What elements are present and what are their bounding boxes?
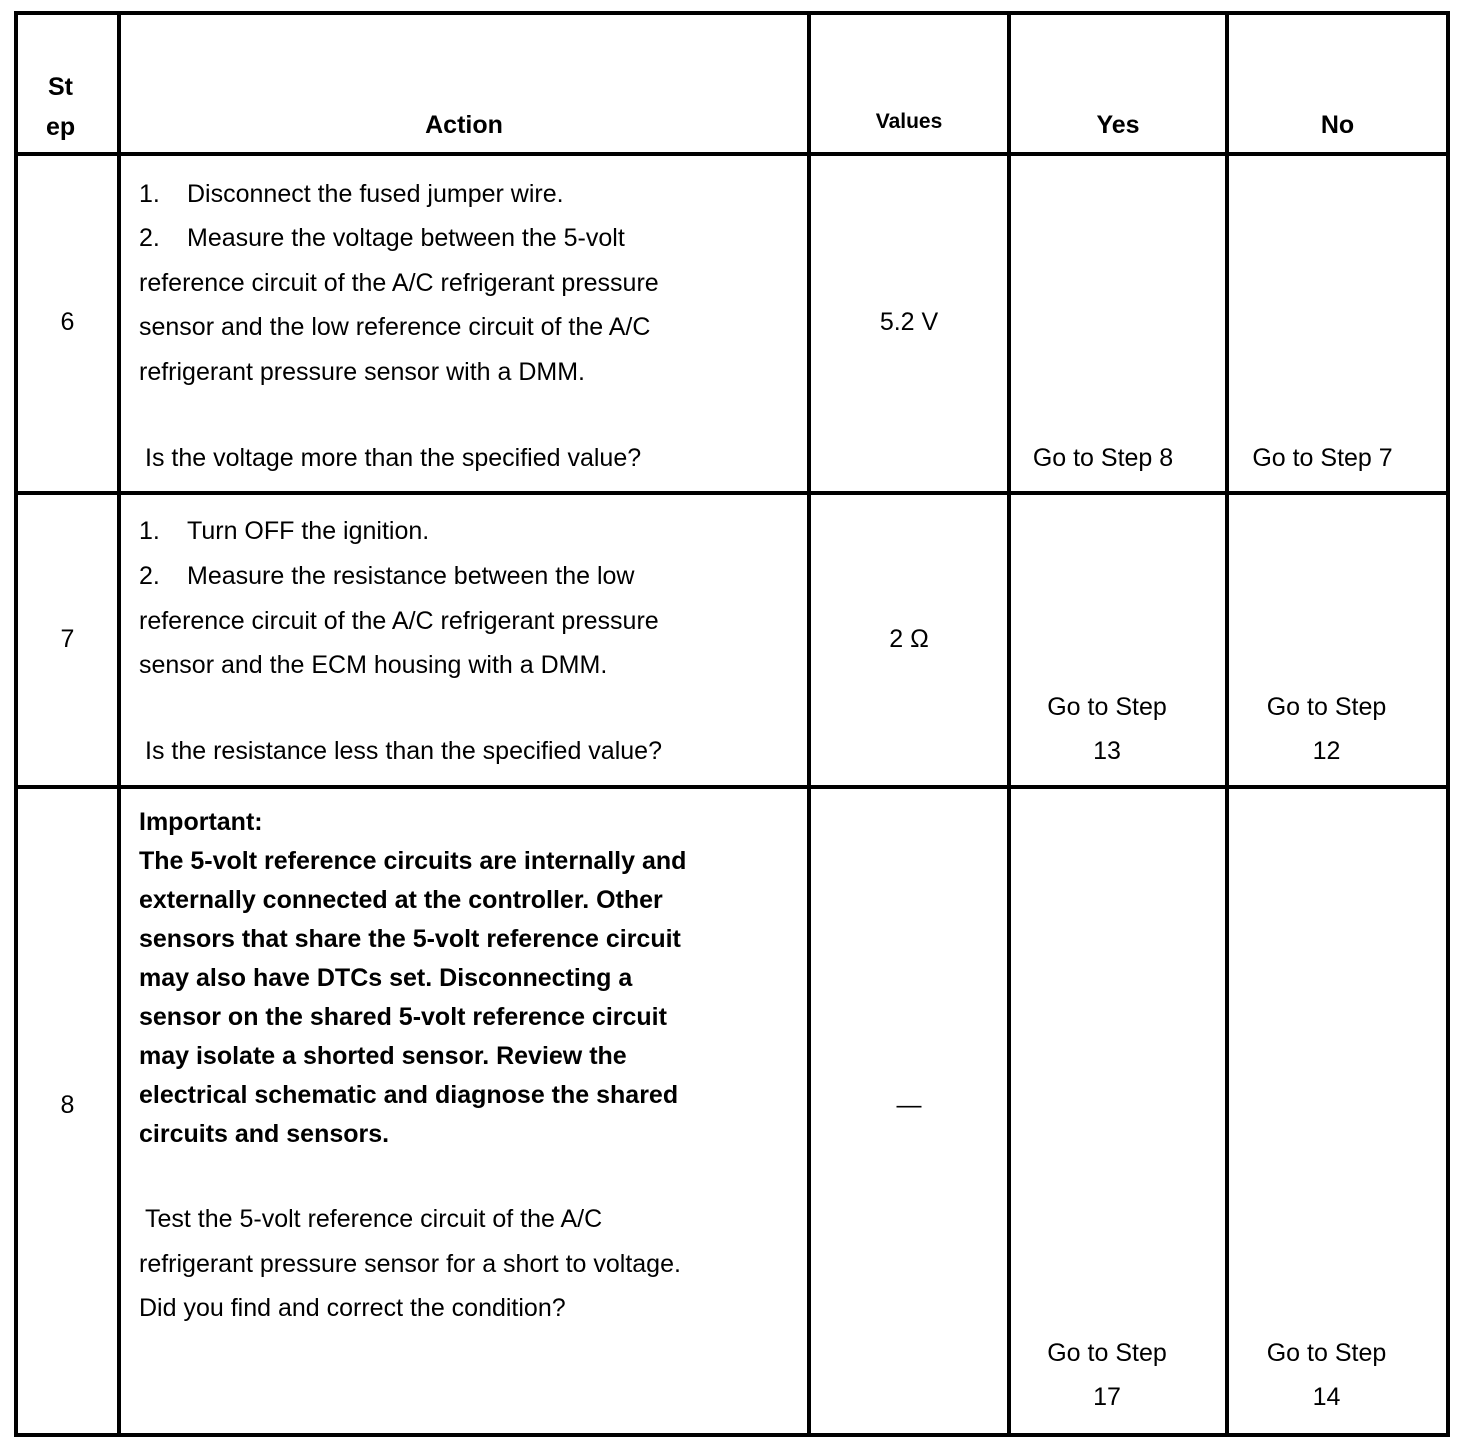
table-row-step-6 bbox=[16, 154, 1448, 493]
header-yes-label: Yes bbox=[1096, 111, 1140, 139]
action-question: Is the resistance less than the specified value? bbox=[145, 737, 662, 765]
important-line: may also have DTCs set. Disconnecting a bbox=[139, 964, 633, 992]
no-goto-line2: 14 bbox=[1312, 1383, 1341, 1411]
header-values-label: Values bbox=[875, 110, 943, 133]
yes-goto-line2: 17 bbox=[1093, 1383, 1121, 1411]
no-goto-line1: Go to Step bbox=[1266, 1339, 1387, 1367]
action-item-number: 2. bbox=[139, 562, 160, 590]
important-line: may isolate a shorted sensor. Review the bbox=[139, 1042, 627, 1070]
action-line: sensor and the low reference circuit of the A/C bbox=[139, 313, 651, 341]
spec-value: — bbox=[896, 1091, 922, 1119]
diagnostic-table bbox=[14, 11, 1450, 1437]
header-action bbox=[119, 13, 809, 154]
important-label: Important: bbox=[139, 808, 263, 836]
no-cell bbox=[1227, 493, 1448, 787]
step-cell bbox=[16, 493, 119, 787]
table-row-step-8 bbox=[16, 787, 1448, 1435]
yes-goto-line1: Go to Step bbox=[1047, 1339, 1167, 1367]
no-goto: Go to Step 7 bbox=[1252, 444, 1393, 472]
important-line: The 5-volt reference circuits are internally and bbox=[139, 847, 687, 875]
action-line bbox=[139, 216, 625, 260]
action-question: Is the voltage more than the specified value? bbox=[145, 444, 642, 472]
step-number: 6 bbox=[60, 308, 75, 336]
action-line bbox=[139, 554, 634, 598]
action-item-text: Measure the voltage between the 5-volt bbox=[187, 224, 625, 252]
action-item-text: Turn OFF the ignition. bbox=[187, 517, 430, 545]
header-action-label: Action bbox=[425, 111, 503, 139]
important-line: electrical schematic and diagnose the shared bbox=[139, 1081, 679, 1109]
important-line: externally connected at the controller. Other bbox=[139, 886, 663, 914]
action-item-number: 2. bbox=[139, 224, 160, 252]
important-line: sensors that share the 5-volt reference circuit bbox=[139, 925, 681, 953]
value-cell bbox=[809, 787, 1009, 1435]
action-line bbox=[139, 172, 564, 216]
yes-cell bbox=[1009, 154, 1227, 493]
important-line: circuits and sensors. bbox=[139, 1120, 390, 1148]
test-line: refrigerant pressure sensor for a short to voltage. bbox=[139, 1250, 681, 1278]
action-line: reference circuit of the A/C refrigerant pressure bbox=[139, 269, 659, 297]
value-cell bbox=[809, 493, 1009, 787]
header-no bbox=[1227, 13, 1448, 154]
action-line: refrigerant pressure sensor with a DMM. bbox=[139, 358, 585, 386]
no-goto-line2: 12 bbox=[1312, 737, 1341, 765]
yes-goto-line2: 13 bbox=[1093, 737, 1121, 765]
header-step bbox=[16, 13, 119, 154]
action-cell bbox=[119, 154, 809, 493]
step-number: 8 bbox=[60, 1091, 75, 1119]
no-cell bbox=[1227, 787, 1448, 1435]
action-line: reference circuit of the A/C refrigerant pressure bbox=[139, 607, 659, 635]
no-goto-line1: Go to Step bbox=[1266, 693, 1387, 721]
test-line: Test the 5-volt reference circuit of the A/C bbox=[145, 1205, 603, 1233]
action-line bbox=[139, 509, 429, 553]
header-values bbox=[809, 13, 1009, 154]
header-step-line1: St bbox=[48, 73, 73, 101]
action-item-text: Measure the resistance between the low bbox=[187, 562, 635, 590]
spec-value: 2 Ω bbox=[889, 625, 929, 653]
action-cell bbox=[119, 493, 809, 787]
table-row-step-7 bbox=[16, 493, 1448, 787]
action-item-number: 1. bbox=[139, 180, 160, 208]
header-step-line2: ep bbox=[46, 113, 76, 141]
spec-value: 5.2 V bbox=[879, 308, 939, 336]
header-yes bbox=[1009, 13, 1227, 154]
action-line: sensor and the ECM housing with a DMM. bbox=[139, 651, 608, 679]
action-item-number: 1. bbox=[139, 517, 160, 545]
step-cell bbox=[16, 787, 119, 1435]
action-item-text: Disconnect the fused jumper wire. bbox=[187, 180, 564, 208]
step-cell bbox=[16, 154, 119, 493]
step-number: 7 bbox=[60, 625, 75, 653]
important-line: sensor on the shared 5-volt reference circuit bbox=[139, 1003, 667, 1031]
no-cell bbox=[1227, 154, 1448, 493]
yes-cell bbox=[1009, 787, 1227, 1435]
yes-goto-line1: Go to Step bbox=[1047, 693, 1167, 721]
value-cell bbox=[809, 154, 1009, 493]
action-cell bbox=[119, 787, 809, 1435]
test-line: Did you find and correct the condition? bbox=[139, 1294, 566, 1322]
yes-cell bbox=[1009, 493, 1227, 787]
header-no-label: No bbox=[1320, 111, 1355, 139]
yes-goto: Go to Step 8 bbox=[1032, 444, 1174, 472]
header-row bbox=[16, 13, 1448, 154]
